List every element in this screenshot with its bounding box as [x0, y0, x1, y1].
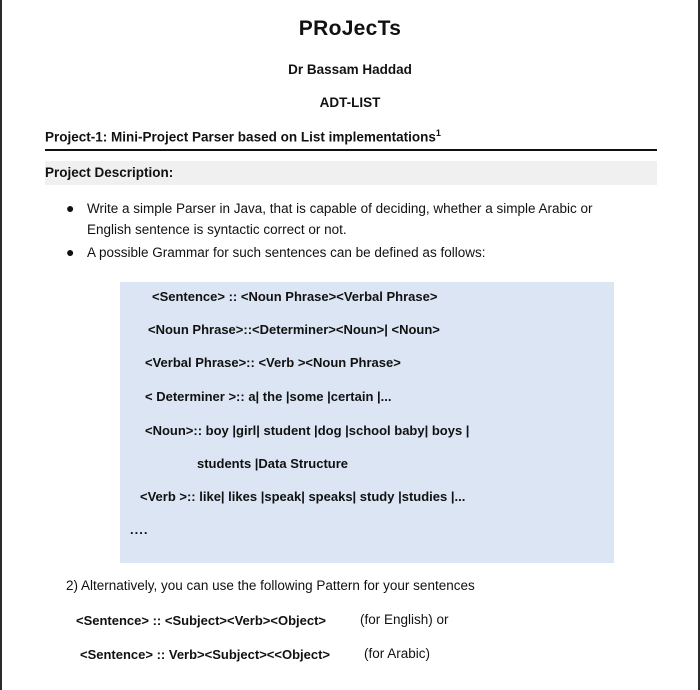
bullet-dot-2: ● — [66, 244, 75, 260]
grammar-rule-noun-continued: students |Data Structure — [197, 456, 348, 471]
bullet-1-line-2: English sentence is syntactic correct or not. — [87, 222, 347, 237]
grammar-rule-noun-phrase: <Noun Phrase>::<Determiner><Noun>| <Noun> — [148, 322, 440, 337]
pattern-english-note: (for English) or — [360, 612, 449, 627]
course-label: ADT-LIST — [319, 95, 381, 110]
description-label: Project Description: — [45, 165, 174, 180]
project-heading-text: Project-1: Mini-Project Parser based on List implementations — [45, 129, 436, 145]
footnote-mark: 1 — [435, 128, 441, 138]
bullet-item-2 — [87, 242, 647, 263]
project-heading — [45, 128, 441, 145]
author-name: Dr Bassam Haddad — [288, 62, 412, 77]
grammar-ellipsis: .... — [130, 522, 149, 537]
bullet-2-line-1: A possible Grammar for such sentences can be defined as follows: — [87, 245, 486, 260]
page-title: PRoJecTs — [298, 17, 402, 40]
grammar-rule-noun: <Noun>:: boy |girl| student |dog |school baby| boys | — [145, 423, 470, 438]
grammar-rule-verbal-phrase: <Verbal Phrase>:: <Verb ><Noun Phrase> — [145, 355, 401, 370]
heading-divider — [45, 149, 657, 151]
alternative-intro: 2) Alternatively, you can use the following Pattern for your sentences — [66, 578, 475, 593]
pattern-english-rule: <Sentence> :: <Subject><Verb><Object> — [76, 613, 327, 628]
grammar-rule-verb: <Verb >:: like| likes |speak| speaks| study |studies |... — [140, 489, 466, 504]
pattern-arabic-note: (for Arabic) — [364, 646, 431, 661]
grammar-rule-sentence: <Sentence> :: <Noun Phrase><Verbal Phrase> — [152, 289, 438, 304]
grammar-rule-determiner: < Determiner >:: a| the |some |certain |... — [145, 389, 392, 404]
bullet-item-1 — [87, 198, 647, 240]
pattern-arabic-rule: <Sentence> :: Verb><Subject><<Object> — [80, 647, 331, 662]
bullet-1-line-1: Write a simple Parser in Java, that is capable of deciding, whether a simple Arabic or — [87, 201, 593, 216]
bullet-dot-1: ● — [66, 200, 75, 216]
